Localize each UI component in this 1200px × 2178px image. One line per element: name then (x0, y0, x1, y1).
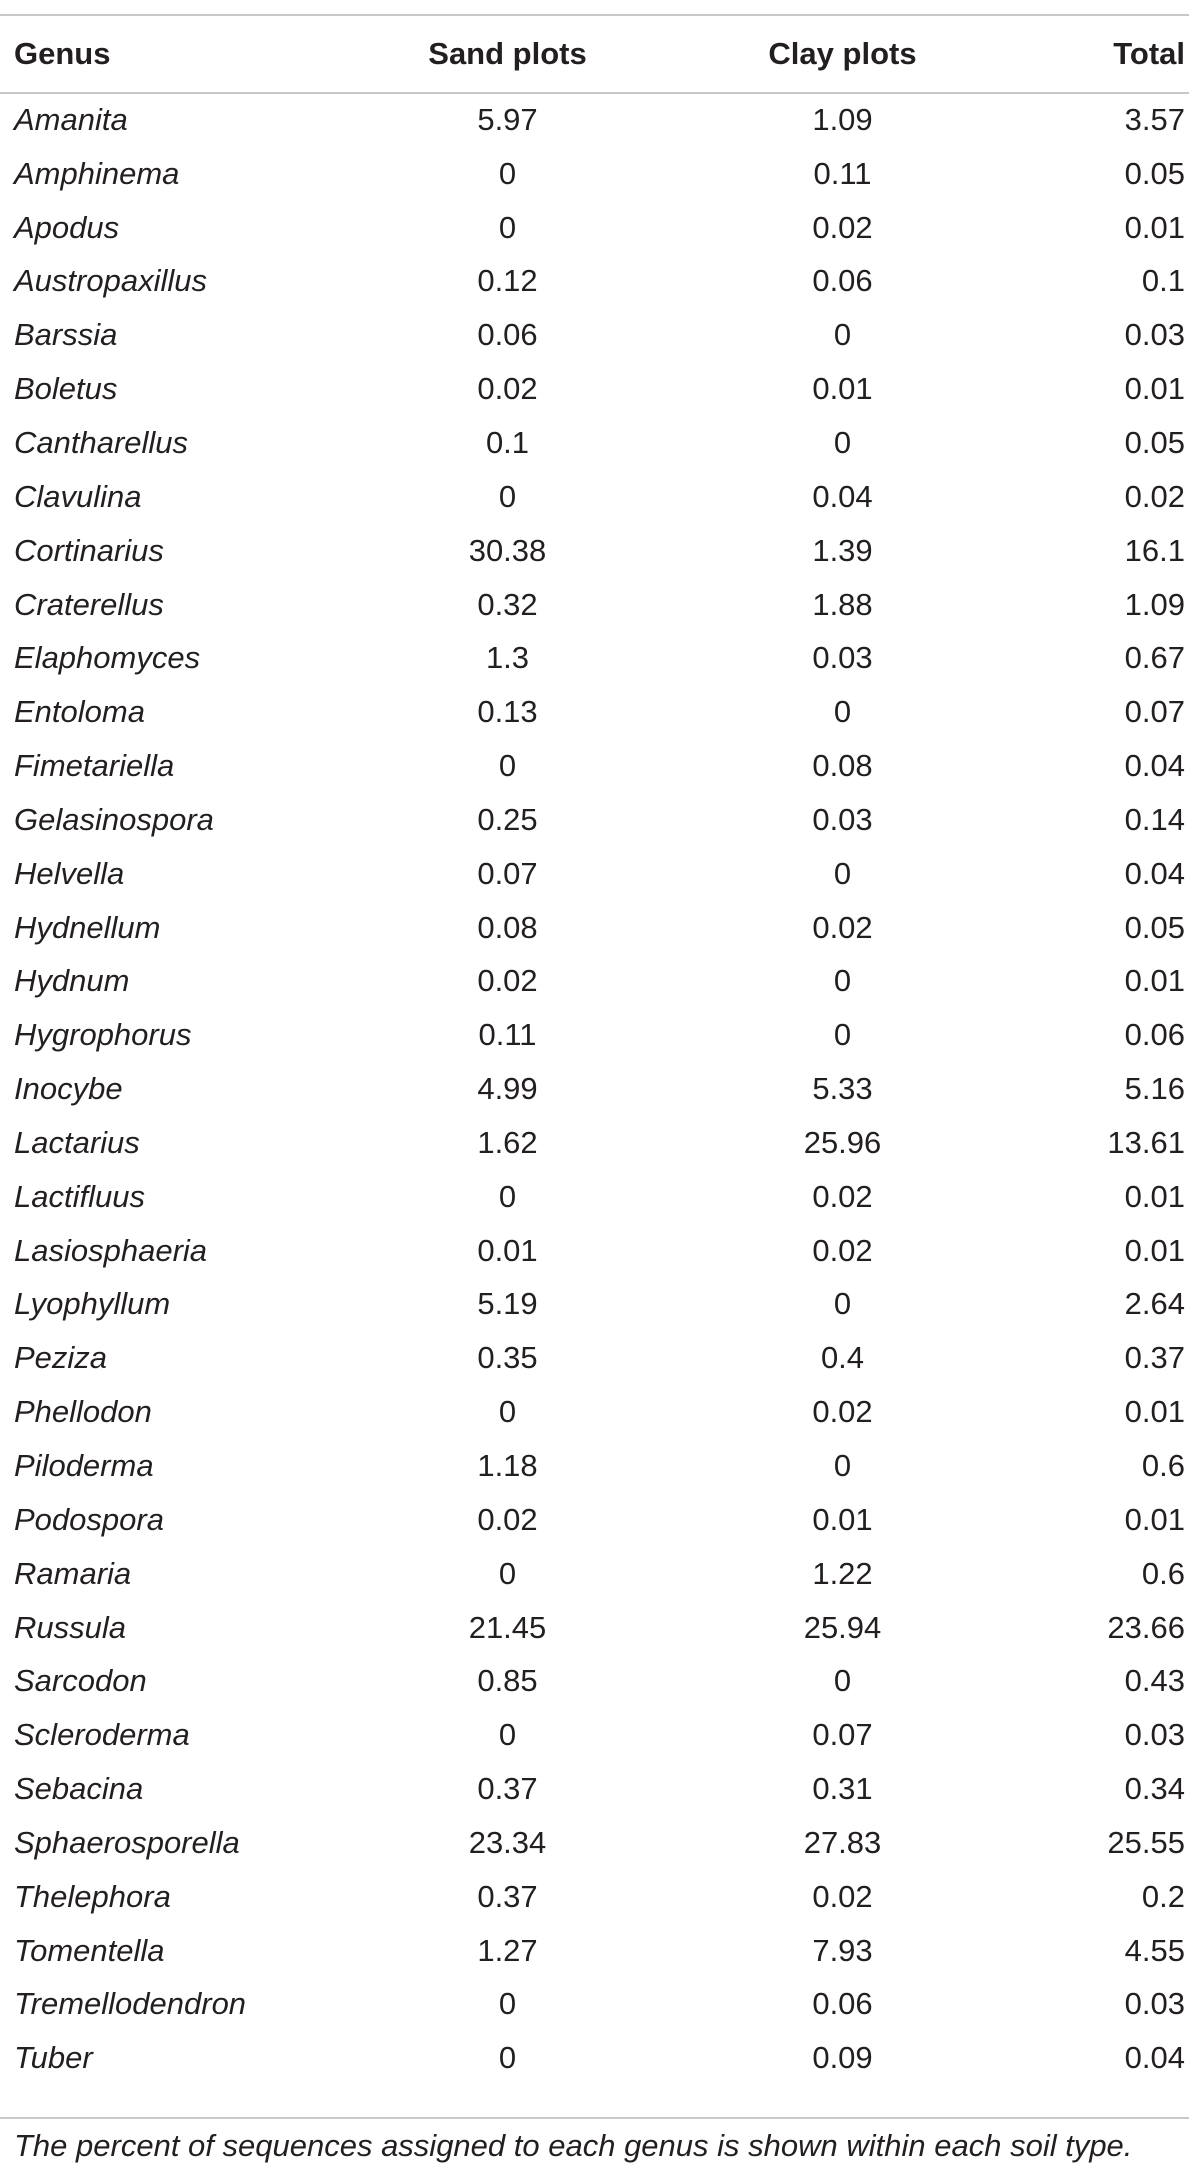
table-row (0, 1654, 1189, 1708)
cell-sand-plots: 1.27 (477, 1932, 538, 1968)
cell-genus: Peziza (14, 1340, 108, 1376)
cell-clay-plots: 0.02 (812, 1232, 873, 1268)
table-row (0, 147, 1189, 201)
cell-genus: Russula (14, 1609, 126, 1645)
cell-clay-plots: 0.03 (812, 801, 873, 837)
cell-genus: Ramaria (14, 1555, 132, 1591)
cell-clay-plots: 0.02 (812, 1878, 873, 1914)
cell-clay-plots: 0 (833, 963, 852, 999)
cell-sand-plots: 0.85 (477, 1663, 538, 1699)
cell-sand-plots: 0.07 (477, 855, 538, 891)
cell-total: 0.01 (1124, 963, 1185, 999)
cell-clay-plots: 1.88 (812, 586, 873, 622)
cell-clay-plots: 0 (833, 694, 852, 730)
table-row (0, 1870, 1189, 1924)
cell-total: 0.03 (1124, 317, 1185, 353)
cell-genus: Hydnum (14, 963, 130, 999)
cell-total: 0.67 (1124, 640, 1185, 676)
cell-total: 0.43 (1124, 1663, 1185, 1699)
cell-clay-plots: 0.04 (812, 478, 873, 514)
cell-genus: Podospora (14, 1501, 164, 1537)
cell-total: 0.2 (1141, 1878, 1185, 1914)
cell-genus: Lactifluus (14, 1178, 145, 1214)
cell-genus: Boletus (14, 371, 118, 407)
cell-genus: Tomentella (14, 1932, 165, 1968)
cell-sand-plots: 0.32 (477, 586, 538, 622)
cell-sand-plots: 4.99 (477, 1071, 538, 1107)
cell-sand-plots: 0 (498, 1717, 517, 1753)
cell-total: 0.05 (1124, 909, 1185, 945)
cell-clay-plots: 1.09 (812, 102, 873, 138)
cell-sand-plots: 21.45 (468, 1609, 547, 1645)
cell-genus: Sarcodon (14, 1663, 147, 1699)
table-row (0, 1062, 1189, 1116)
cell-total: 0.01 (1124, 1232, 1185, 1268)
cell-genus: Gelasinospora (14, 801, 214, 837)
cell-genus: Amphinema (14, 155, 180, 191)
cell-genus: Craterellus (14, 586, 164, 622)
cell-sand-plots: 0.12 (477, 263, 538, 299)
cell-sand-plots: 0.01 (477, 1232, 538, 1268)
cell-total: 0.07 (1124, 694, 1185, 730)
cell-sand-plots: 0.11 (478, 1017, 537, 1053)
cell-sand-plots: 0 (498, 1986, 517, 2022)
cell-sand-plots: 0.02 (477, 1501, 538, 1537)
cell-sand-plots: 0.1 (485, 424, 530, 460)
cell-total: 5.16 (1124, 1071, 1185, 1107)
cell-sand-plots: 0 (498, 1394, 517, 1430)
table-row (0, 1816, 1189, 1870)
cell-sand-plots: 0 (498, 2040, 517, 2076)
cell-sand-plots: 0.37 (477, 1878, 538, 1914)
table-row (0, 1439, 1189, 1493)
cell-clay-plots: 0 (833, 1286, 852, 1322)
table-row (0, 1708, 1189, 1762)
cell-genus: Hydnellum (14, 909, 161, 945)
cell-total: 0.01 (1124, 209, 1185, 245)
cell-total: 0.04 (1124, 2040, 1185, 2076)
cell-clay-plots: 0.01 (812, 1501, 873, 1537)
cell-sand-plots: 0 (498, 1178, 517, 1214)
table-row (0, 1331, 1189, 1385)
cell-clay-plots: 25.96 (803, 1124, 882, 1160)
cell-total: 4.55 (1124, 1932, 1185, 1968)
table-row (0, 1762, 1189, 1816)
cell-sand-plots: 30.38 (468, 532, 547, 568)
table-row (0, 739, 1189, 793)
cell-total: 0.34 (1124, 1771, 1185, 1807)
cell-clay-plots: 5.33 (812, 1071, 873, 1107)
cell-genus: Lasiosphaeria (14, 1232, 208, 1268)
cell-sand-plots: 23.34 (468, 1824, 547, 1860)
cell-sand-plots: 5.97 (477, 102, 538, 138)
cell-clay-plots: 0.11 (813, 155, 872, 191)
table-row (0, 308, 1189, 362)
cell-total: 16.1 (1124, 532, 1185, 568)
cell-total: 0.01 (1124, 1394, 1185, 1430)
cell-sand-plots: 0.08 (477, 909, 538, 945)
cell-genus: Piloderma (14, 1448, 154, 1484)
table-row (0, 901, 1189, 955)
cell-clay-plots: 0.06 (812, 1986, 873, 2022)
table-header (0, 15, 1189, 93)
cell-genus: Fimetariella (14, 748, 175, 784)
cell-sand-plots: 1.18 (477, 1448, 538, 1484)
cell-clay-plots: 25.94 (803, 1609, 882, 1645)
cell-sand-plots: 0.02 (477, 371, 538, 407)
cell-clay-plots: 0.03 (812, 640, 873, 676)
cell-clay-plots: 0.31 (812, 1771, 873, 1807)
cell-clay-plots: 0.09 (812, 2040, 873, 2076)
table-row (0, 1170, 1189, 1224)
cell-clay-plots: 0 (833, 424, 852, 460)
cell-genus: Tuber (14, 2040, 93, 2076)
cell-sand-plots: 0.02 (477, 963, 538, 999)
cell-total: 0.05 (1124, 155, 1185, 191)
cell-sand-plots: 1.3 (485, 640, 530, 676)
cell-genus: Clavulina (14, 478, 142, 514)
cell-clay-plots: 0.08 (812, 748, 873, 784)
cell-sand-plots: 0.25 (477, 801, 538, 837)
cell-clay-plots: 0.07 (812, 1717, 873, 1753)
cell-sand-plots: 0.35 (477, 1340, 538, 1376)
table-row (0, 1978, 1189, 2032)
cell-genus: Tremellodendron (14, 1986, 247, 2022)
table-row (0, 1278, 1189, 1332)
cell-clay-plots: 0 (833, 1017, 852, 1053)
table-row (0, 578, 1189, 632)
cell-total: 0.14 (1124, 801, 1185, 837)
cell-total: 0.6 (1141, 1448, 1185, 1484)
table-row (0, 955, 1189, 1009)
header-row (0, 15, 1189, 93)
table-row (0, 1008, 1189, 1062)
table-row (0, 201, 1189, 255)
cell-sand-plots: 1.62 (477, 1124, 538, 1160)
header-genus: Genus (0, 15, 330, 93)
cell-genus: Hygrophorus (14, 1017, 192, 1053)
cell-genus: Barssia (14, 317, 118, 353)
cell-total: 0.02 (1124, 478, 1185, 514)
cell-total: 1.09 (1124, 586, 1185, 622)
table-row (0, 1601, 1189, 1655)
header-total: Total (1000, 15, 1189, 93)
cell-genus: Sphaerosporella (14, 1824, 240, 1860)
cell-total: 0.01 (1124, 1178, 1185, 1214)
cell-genus: Inocybe (14, 1071, 123, 1107)
cell-sand-plots: 0.37 (477, 1771, 538, 1807)
cell-genus: Elaphomyces (14, 640, 201, 676)
cell-total: 0.01 (1124, 371, 1185, 407)
cell-total: 0.05 (1124, 424, 1185, 460)
cell-genus: Lyophyllum (14, 1286, 171, 1322)
cell-clay-plots: 1.22 (812, 1555, 873, 1591)
cell-sand-plots: 0 (498, 478, 517, 514)
table-row (0, 1547, 1189, 1601)
cell-total: 2.64 (1124, 1286, 1185, 1322)
table-row (0, 255, 1189, 309)
table-row (0, 524, 1189, 578)
cell-clay-plots: 0.4 (820, 1340, 865, 1376)
table-body (0, 93, 1189, 2085)
cell-total: 0.03 (1124, 1986, 1185, 2022)
table-row (0, 362, 1189, 416)
cell-genus: Lactarius (14, 1124, 140, 1160)
cell-genus: Phellodon (14, 1394, 152, 1430)
cell-clay-plots: 0.06 (812, 263, 873, 299)
table-row (0, 631, 1189, 685)
cell-genus: Cantharellus (14, 424, 189, 460)
cell-total: 0.04 (1124, 748, 1185, 784)
cell-sand-plots: 0 (498, 748, 517, 784)
header-sand-plots: Sand plots (330, 15, 685, 93)
cell-sand-plots: 0.13 (477, 694, 538, 730)
cell-clay-plots: 0.02 (812, 1178, 873, 1214)
cell-total: 0.6 (1141, 1555, 1185, 1591)
table-row (0, 847, 1189, 901)
table-row (0, 1385, 1189, 1439)
cell-genus: Thelephora (14, 1878, 171, 1914)
cell-genus: Scleroderma (14, 1717, 190, 1753)
table-row (0, 1493, 1189, 1547)
cell-total: 0.37 (1124, 1340, 1185, 1376)
cell-clay-plots: 0.02 (812, 209, 873, 245)
cell-total: 23.66 (1107, 1609, 1185, 1645)
cell-genus: Apodus (14, 209, 120, 245)
cell-genus: Sebacina (14, 1771, 144, 1807)
cell-total: 0.06 (1124, 1017, 1185, 1053)
cell-sand-plots: 0 (498, 209, 517, 245)
cell-total: 25.55 (1107, 1824, 1185, 1860)
cell-genus: Cortinarius (14, 532, 164, 568)
cell-sand-plots: 0 (498, 155, 517, 191)
cell-total: 0.04 (1124, 855, 1185, 891)
cell-genus: Entoloma (14, 694, 145, 730)
table-row (0, 1224, 1189, 1278)
cell-genus: Amanita (14, 102, 128, 138)
table-row (0, 416, 1189, 470)
cell-total: 3.57 (1124, 102, 1185, 138)
cell-total: 0.03 (1124, 1717, 1185, 1753)
cell-clay-plots: 0.02 (812, 909, 873, 945)
cell-total: 13.61 (1107, 1124, 1185, 1160)
table-row (0, 1116, 1189, 1170)
cell-clay-plots: 0.01 (812, 371, 873, 407)
cell-clay-plots: 0 (833, 855, 852, 891)
table-row (0, 1924, 1189, 1978)
table-row (0, 93, 1189, 147)
cell-genus: Austropaxillus (14, 263, 207, 299)
cell-clay-plots: 27.83 (803, 1824, 882, 1860)
table-row (0, 2031, 1189, 2085)
table-row (0, 793, 1189, 847)
cell-sand-plots: 0 (498, 1555, 517, 1591)
cell-clay-plots: 0 (833, 1448, 852, 1484)
cell-clay-plots: 1.39 (812, 532, 873, 568)
table-bottom-rule (0, 2117, 1189, 2119)
table-row (0, 685, 1189, 739)
table-footnote: The percent of sequences assigned to each genus is shown within each soil type. (14, 2128, 1133, 2163)
genus-table (0, 14, 1189, 2085)
cell-sand-plots: 0.06 (477, 317, 538, 353)
header-clay-plots: Clay plots (685, 15, 1000, 93)
cell-clay-plots: 0.02 (812, 1394, 873, 1430)
cell-total: 0.01 (1124, 1501, 1185, 1537)
cell-genus: Helvella (14, 855, 125, 891)
cell-total: 0.1 (1141, 263, 1185, 299)
cell-sand-plots: 5.19 (477, 1286, 538, 1322)
cell-clay-plots: 0 (833, 317, 852, 353)
cell-clay-plots: 7.93 (812, 1932, 873, 1968)
table-row (0, 470, 1189, 524)
cell-clay-plots: 0 (833, 1663, 852, 1699)
